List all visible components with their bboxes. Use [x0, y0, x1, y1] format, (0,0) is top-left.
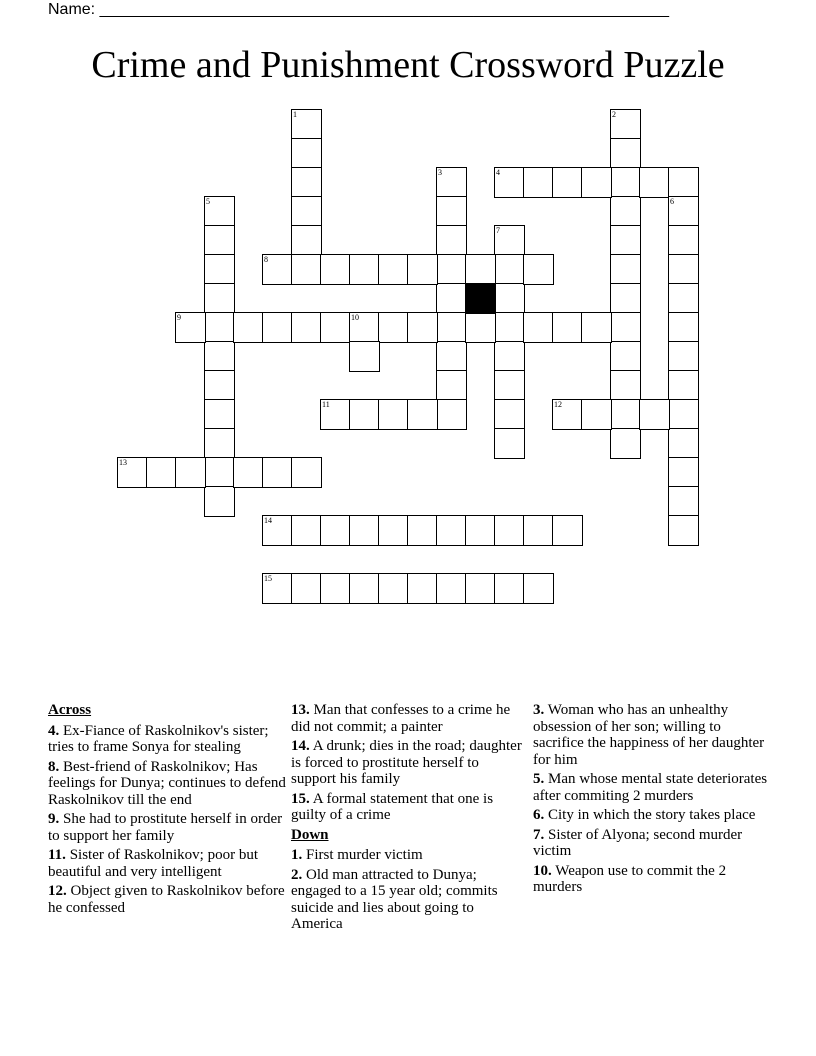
grid-cell[interactable] [582, 168, 611, 197]
clue-across-15 [291, 791, 527, 824]
clue-number: 14. [291, 738, 310, 754]
grid-cell[interactable] [466, 574, 495, 603]
name-blank-line[interactable]: ________________________________________________________________ [99, 1, 670, 18]
clue-number: 12. [48, 883, 67, 899]
grid-cell[interactable] [292, 197, 321, 226]
grid-cell[interactable] [495, 255, 524, 284]
clue-across-4 [48, 723, 286, 756]
cell-number: 12 [554, 400, 562, 409]
clue-number: 7. [533, 826, 545, 843]
grid-cell[interactable] [205, 313, 234, 342]
grid-cell[interactable] [524, 255, 553, 284]
grid-cell[interactable] [263, 516, 292, 545]
grid-cell[interactable] [669, 400, 698, 429]
grid-cell[interactable] [611, 255, 640, 284]
grid-cell[interactable] [669, 371, 698, 400]
grid-cell[interactable] [495, 429, 524, 458]
clue-text: A drunk; dies in the road; daughter is forced to prostitute herself to support his family [291, 738, 522, 787]
grid-cell[interactable] [205, 197, 234, 226]
clue-number: 11. [48, 847, 66, 863]
grid-cell[interactable] [495, 371, 524, 400]
clue-down-10 [533, 863, 773, 896]
grid-cell[interactable] [292, 574, 321, 603]
cell-number: 14 [264, 516, 272, 525]
grid-cell[interactable] [205, 400, 234, 429]
grid-cell[interactable] [495, 168, 524, 197]
clue-across-11 [48, 847, 286, 880]
grid-cell[interactable] [350, 516, 379, 545]
grid-cell[interactable] [176, 458, 205, 487]
clue-text: Sister of Raskolnikov; poor but beautiful and very intelligent [48, 847, 259, 880]
grid-cell[interactable] [611, 284, 640, 313]
grid-cell[interactable] [408, 255, 437, 284]
grid-cell[interactable] [292, 226, 321, 255]
cell-number: 9 [177, 313, 181, 322]
grid-cell[interactable] [669, 197, 698, 226]
clue-text: Man whose mental state deteriorates after commiting 2 murders [533, 771, 768, 804]
grid-cell[interactable] [408, 313, 437, 342]
grid-cell[interactable] [234, 313, 263, 342]
grid-cell[interactable] [611, 226, 640, 255]
cell-number: 13 [119, 458, 127, 467]
clue-text: Best-friend of Raskolnikov; Has feelings for Dunya; continues to defend Raskolnikov till the end [48, 758, 286, 808]
grid-cell[interactable] [582, 313, 611, 342]
clue-down-5 [533, 771, 773, 804]
grid-cell[interactable] [611, 400, 640, 429]
clue-text: Ex-Fiance of Raskolnikov's sister; tries to frame Sonya for stealing [48, 722, 269, 755]
black-square [466, 284, 495, 313]
clue-down-7 [533, 827, 773, 860]
cell-number: 4 [496, 168, 500, 177]
clue-text: Old man attracted to Dunya; engaged to a 15 year old; commits suicide and lies about going to America [291, 866, 498, 932]
clue-number: 9. [48, 811, 60, 827]
grid-cell[interactable] [495, 313, 524, 342]
clue-text: Object given to Raskolnikov before he confessed [48, 883, 285, 916]
grid-cell[interactable] [669, 255, 698, 284]
grid-cell[interactable] [553, 516, 582, 545]
clue-text: City in which the story takes place [548, 807, 756, 823]
clues-column-1 [48, 702, 286, 919]
grid-cell[interactable] [350, 255, 379, 284]
grid-cell[interactable] [205, 284, 234, 313]
grid-cell[interactable] [292, 255, 321, 284]
grid-cell[interactable] [379, 400, 408, 429]
clue-down-3 [533, 702, 773, 768]
cell-number: 8 [264, 255, 268, 264]
grid-cell[interactable] [524, 516, 553, 545]
grid-cell[interactable] [205, 371, 234, 400]
down-heading: Down [291, 826, 329, 843]
page-title: Crime and Punishment Crossword Puzzle [91, 44, 725, 86]
grid-cell[interactable] [321, 255, 350, 284]
grid-cell[interactable] [321, 313, 350, 342]
clue-down-6 [533, 807, 773, 824]
grid-cell[interactable] [669, 458, 698, 487]
cell-number: 15 [264, 574, 272, 583]
grid-cell[interactable] [379, 313, 408, 342]
grid-cell[interactable] [118, 458, 147, 487]
grid-cell[interactable] [263, 458, 292, 487]
grid-cell[interactable] [205, 429, 234, 458]
grid-cell[interactable] [495, 574, 524, 603]
grid-cell[interactable] [205, 342, 234, 371]
grid-cell[interactable] [437, 400, 466, 429]
clue-number: 2. [291, 866, 303, 883]
grid-cell[interactable] [205, 226, 234, 255]
grid-cell[interactable] [205, 487, 234, 516]
grid-cell[interactable] [611, 342, 640, 371]
grid-cell[interactable] [379, 255, 408, 284]
grid-cell[interactable] [495, 226, 524, 255]
cell-number: 11 [322, 400, 330, 409]
grid-cell[interactable] [553, 313, 582, 342]
grid-cell[interactable] [466, 313, 495, 342]
grid-cell[interactable] [437, 255, 466, 284]
cell-number: 5 [206, 197, 210, 206]
clue-down-1 [291, 847, 527, 864]
cell-number: 7 [496, 226, 500, 235]
grid-cell[interactable] [466, 255, 495, 284]
grid-cell[interactable] [379, 516, 408, 545]
clue-text: A formal statement that one is guilty of a crime [291, 790, 494, 823]
grid-cell[interactable] [669, 226, 698, 255]
grid-cell[interactable] [321, 400, 350, 429]
clues-column-2 [291, 702, 527, 936]
grid-cell[interactable] [466, 516, 495, 545]
grid-cell[interactable] [437, 284, 466, 313]
cell-number: 10 [351, 313, 359, 322]
grid-cell[interactable] [495, 516, 524, 545]
grid-cell[interactable] [350, 400, 379, 429]
clue-across-9 [48, 811, 286, 844]
grid-cell[interactable] [176, 313, 205, 342]
grid-cell[interactable] [437, 574, 466, 603]
grid-cell[interactable] [611, 110, 640, 139]
clue-number: 6. [533, 807, 545, 823]
clue-text: Woman who has an unhealthy obsession of her son; willing to sacrifice the happiness of her daughter for him [533, 702, 765, 768]
grid-cell[interactable] [263, 574, 292, 603]
clue-text: Man that confesses to a crime he did not commit; a painter [291, 702, 511, 735]
clue-text: Weapon use to commit the 2 murders [533, 862, 727, 895]
grid-cell[interactable] [669, 313, 698, 342]
grid-cell[interactable] [640, 168, 669, 197]
grid-cell[interactable] [205, 255, 234, 284]
clue-text: She had to prostitute herself in order to support her family [48, 811, 283, 844]
clue-number: 8. [48, 758, 60, 775]
name-label: Name: [48, 1, 96, 18]
grid-cell[interactable] [321, 516, 350, 545]
grid-cell[interactable] [611, 168, 640, 197]
grid-cell[interactable] [495, 400, 524, 429]
clue-across-13 [291, 702, 527, 735]
grid-cell[interactable] [669, 516, 698, 545]
grid-cell[interactable] [582, 400, 611, 429]
grid-cell[interactable] [669, 284, 698, 313]
grid-cell[interactable] [205, 458, 234, 487]
grid-cell[interactable] [437, 168, 466, 197]
clue-number: 5. [533, 771, 545, 787]
across-heading: Across [48, 702, 92, 718]
grid-cell[interactable] [611, 313, 640, 342]
clues-column-3 [533, 702, 773, 899]
grid-cell[interactable] [611, 429, 640, 458]
grid-cell[interactable] [524, 574, 553, 603]
grid-cell[interactable] [350, 313, 379, 342]
grid-cell[interactable] [321, 574, 350, 603]
grid-cell[interactable] [263, 313, 292, 342]
grid-cell[interactable] [669, 342, 698, 371]
grid-cell[interactable] [379, 574, 408, 603]
grid-cell[interactable] [408, 516, 437, 545]
grid-cell[interactable] [640, 400, 669, 429]
clue-number: 10. [533, 862, 552, 879]
grid-cell[interactable] [292, 110, 321, 139]
grid-cell[interactable] [669, 487, 698, 516]
clue-across-8 [48, 759, 286, 809]
cell-number: 3 [438, 168, 442, 177]
grid-cell[interactable] [524, 168, 553, 197]
grid-cell[interactable] [437, 342, 466, 371]
grid-cell[interactable] [553, 400, 582, 429]
grid-cell[interactable] [669, 168, 698, 197]
grid-cell[interactable] [495, 342, 524, 371]
clue-down-2 [291, 867, 527, 933]
clue-number: 15. [291, 790, 310, 807]
grid-cell[interactable] [292, 516, 321, 545]
grid-cell[interactable] [437, 197, 466, 226]
clue-text: First murder victim [306, 847, 423, 863]
cell-number: 2 [612, 110, 616, 119]
grid-cell[interactable] [437, 313, 466, 342]
grid-cell[interactable] [292, 139, 321, 168]
cell-number: 6 [670, 197, 674, 206]
grid-cell[interactable] [437, 226, 466, 255]
grid-cell[interactable] [524, 313, 553, 342]
grid-cell[interactable] [292, 168, 321, 197]
grid-cell[interactable] [553, 168, 582, 197]
clue-across-14 [291, 738, 527, 788]
grid-cell[interactable] [408, 400, 437, 429]
grid-cell[interactable] [350, 574, 379, 603]
grid-cell[interactable] [669, 429, 698, 458]
clue-number: 3. [533, 702, 545, 718]
clue-number: 4. [48, 722, 60, 739]
grid-cell[interactable] [292, 313, 321, 342]
clue-number: 1. [291, 847, 303, 863]
clue-number: 13. [291, 702, 310, 718]
grid-cell[interactable] [611, 197, 640, 226]
grid-cell[interactable] [611, 139, 640, 168]
grid-cell[interactable] [408, 574, 437, 603]
grid-cell[interactable] [147, 458, 176, 487]
clue-text: Sister of Alyona; second murder victim [533, 826, 743, 859]
cell-number: 1 [293, 110, 297, 119]
clue-across-12 [48, 883, 286, 916]
grid-cell[interactable] [350, 342, 379, 371]
grid-cell[interactable] [263, 255, 292, 284]
grid-cell[interactable] [495, 284, 524, 313]
grid-cell[interactable] [437, 371, 466, 400]
grid-cell[interactable] [437, 516, 466, 545]
grid-cell[interactable] [292, 458, 321, 487]
grid-cell[interactable] [234, 458, 263, 487]
grid-cell[interactable] [611, 371, 640, 400]
name-field[interactable] [48, 0, 669, 20]
